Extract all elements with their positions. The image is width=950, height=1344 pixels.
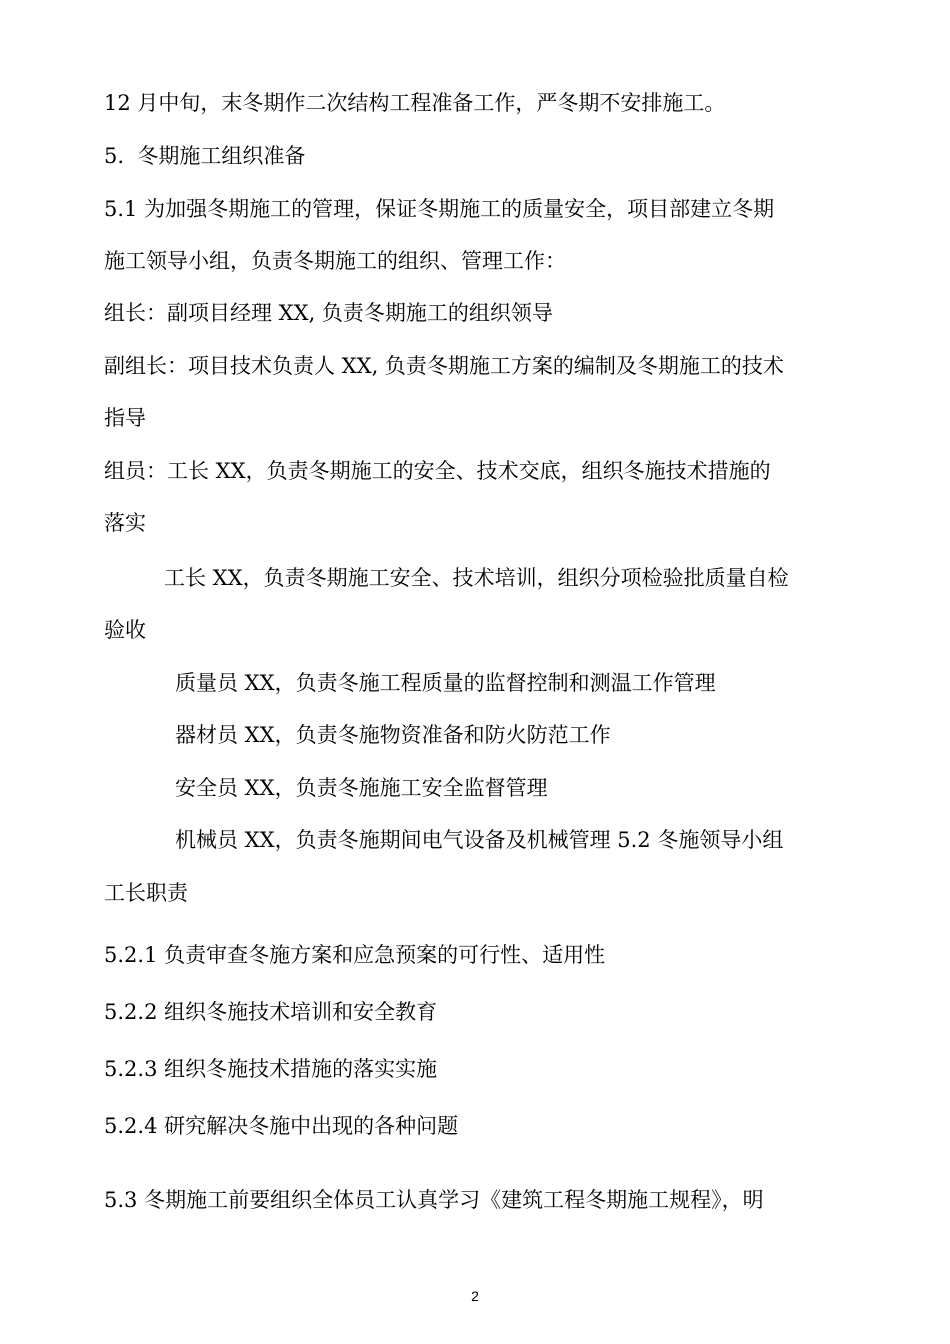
text-line-safety-officer: 安全员 XX，负责冬施施工安全监督管理 [175, 776, 548, 800]
text-line-deputy-leader: 副组长：项目技术负责人 XX, 负责冬期施工方案的编制及冬期施工的技术 [104, 354, 784, 378]
text-line-machinery-officer: 机械员 XX，负责冬施期间电气设备及机械管理 5.2 冬施领导小组 [175, 828, 784, 852]
text-line-foreman: 工长 XX，负责冬期施工安全、技术培训，组织分项检验批质量自检 [164, 566, 789, 590]
text-line-deputy-leader-cont: 指导 [104, 406, 146, 430]
text-line-group-leader: 组长：副项目经理 XX, 负责冬期施工的组织领导 [104, 301, 553, 325]
text-line-5-2-2: 5.2.2 组织冬施技术培训和安全教育 [104, 1000, 438, 1024]
text-line-5-2-3: 5.2.3 组织冬施技术措施的落实实施 [104, 1057, 438, 1081]
text-line-members: 组员：工长 XX，负责冬期施工的安全、技术交底，组织冬施技术措施的 [104, 459, 771, 483]
text-line-quality-officer: 质量员 XX，负责冬施工程质量的监督控制和测温工作管理 [175, 671, 716, 695]
section-heading-5: 5. 冬期施工组织准备 [104, 144, 306, 168]
text-line-5-1-cont: 施工领导小组，负责冬期施工的组织、管理工作： [104, 249, 566, 273]
page-number: 2 [471, 1288, 479, 1304]
text-line-1: 12 月中旬，末冬期作二次结构工程准备工作，严冬期不安排施工。 [104, 91, 726, 115]
text-line-5-2-4: 5.2.4 研究解决冬施中出现的各种问题 [104, 1114, 459, 1138]
text-line-members-cont: 落实 [104, 511, 146, 535]
text-line-materials-officer: 器材员 XX，负责冬施物资准备和防火防范工作 [175, 723, 611, 747]
text-line-foreman-duties: 工长职责 [104, 881, 188, 905]
text-line-foreman-cont: 验收 [104, 618, 146, 642]
text-line-5-1: 5.1 为加强冬期施工的管理，保证冬期施工的质量安全，项目部建立冬期 [104, 197, 775, 221]
text-line-5-2-1: 5.2.1 负责审查冬施方案和应急预案的可行性、适用性 [104, 943, 606, 967]
text-line-5-3: 5.3 冬期施工前要组织全体员工认真学习《建筑工程冬期施工规程》，明 [104, 1188, 764, 1212]
